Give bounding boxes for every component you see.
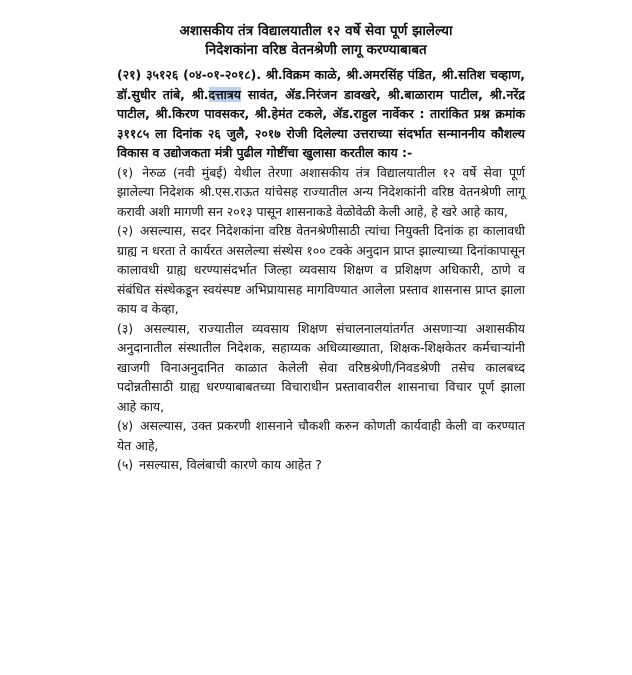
question-number: (१) [117,164,134,180]
question-item-3 [117,319,525,417]
question-item-4 [117,416,525,455]
question-item-1 [117,163,525,222]
intro-text-end: सावंत, ॲड.निरंजन डावखरे, श्री.बाळाराम पाटील, श्री.नरेंद्र पाटील, श्री.किरण पावसकर, श्री.हेमंत टकले, ॲड.राहुल नार्वेकर : तारांकित प्रश्न क्रमांक ३११८५ ला दिनांक २६ जुलै, २०१७ रोजी दिलेल्या उत्तराच्या संदर्भात सन्माननीय कौशल्य विकास व उद्योजकता मंत्री पुढील गोष्टींचा खुलासा करतील काय :- [117,86,525,160]
selected-text-highlight: दत्तात्रय [208,86,241,102]
document-body [117,65,525,475]
question-text: नसल्यास, विलंबाची कारणे काय आहेत ? [139,457,322,472]
question-intro [117,65,525,163]
question-item-2 [117,221,525,319]
question-number: (५) [117,457,134,472]
question-text: असल्यास, सदर निदेशकांना वरिष्ठ वेतनश्रेणीसाठी त्यांचा नियुक्ती दिनांक हा कालावधी ग्राह्य न धरता ते कार्यरत असलेल्या संस्थेस १०० टक्के अनुदान प्राप्त झाल्याच्या दिनांकापासून कालावधी ग्राह्य धरण्यासंदर्भात जिल्हा व्यवसाय शिक्षण व प्रशिक्षण अधिकारी, ठाणे व संबंधित संस्थेकडून स्वयंस्पष्ट अभिप्रायासह मागविण्यात आलेला प्रस्ताव शासनास प्राप्त झाला काय व केव्हा, [117,223,525,316]
question-text: असल्यास, राज्यातील व्यवसाय शिक्षण संचालनालयांतर्गत असणाऱ्या अशासकीय अनुदानातील संस्थातील निदेशक, सहाय्यक अधिव्याख्याता, शिक्षक-शिक्षकेतर कर्मचाऱ्यांनी खाजगी विनाअनुदानित काळात केलेली सेवा वरिष्ठश्रेणी/निवडश्रेणी तसेच कालबध्द पदोन्नतीसाठी ग्राह्य धरण्याबाबतच्या विचाराधीन प्रस्तावावरील शासनाचा विचार पूर्ण झाला आहे काय, [117,320,525,414]
document-title [100,22,532,60]
question-number: (२) [117,223,134,238]
question-number: (४) [117,418,134,433]
question-text: असल्यास, उक्त प्रकरणी शासनाने चौकशी करुन कोणती कार्यवाही केली वा करण्यात येत आहे, [117,418,525,453]
question-number: (३) [117,320,134,336]
question-text: नेरुळ (नवी मुंबई) येथील तेरणा अशासकीय तंत्र विद्यालयातील १२ वर्षे सेवा पूर्ण झालेल्या निदेशक श्री.एस.राऊत यांचेसह राज्यातील अन्य निदेशकांनी वरिष्ठ वेतनश्रेणी लागू करावी अशी मागणी सन २०१३ पासून शासनाकडे वेळोवेळी केली आहे, हे खरे आहे काय, [117,164,525,219]
title-line-1: अशासकीय तंत्र विद्यालयातील १२ वर्षे सेवा पूर्ण झालेल्या [179,23,453,39]
title-line-2: निदेशकांना वरिष्ठ वेतनश्रेणी लागू करण्याबाबत [205,42,427,58]
question-item-5 [117,455,525,475]
intro-text-start: (२१) ३५१२६ (०४-०१-२०१८). श्री.विक्रम काळे, श्री.अमरसिंह पंडित, श्री.सतिश चव्हाण, डॉ.सुधीर तांबे, श्री. [117,67,525,102]
